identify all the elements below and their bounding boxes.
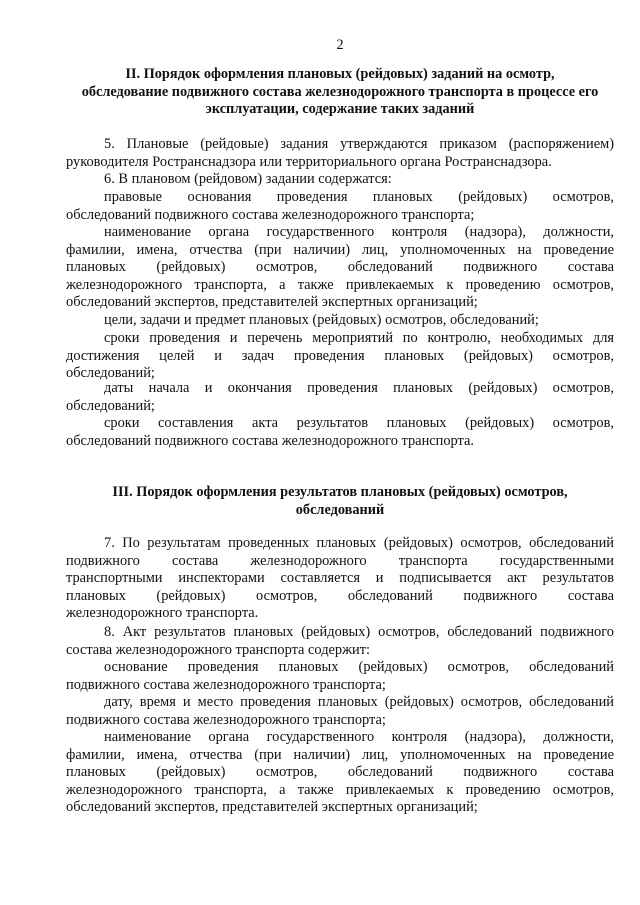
text-line: плановых (рейдовых) осмотров, обследований подвижного состава [66, 259, 614, 276]
text-line: обследований подвижного состава железнодорожного транспорта. [66, 432, 475, 449]
text-line: наименование органа государственного контроля (надзора), должности, [104, 224, 614, 240]
text-line: железнодорожного транспорта, а также привлекаемых к проведению осмотров, [66, 276, 614, 293]
section-2-title-line: эксплуатации, содержание таких заданий [205, 101, 475, 118]
text-line: обследований экспертов, представителей экспертных организаций; [66, 294, 478, 311]
section-2-title [66, 66, 614, 119]
text-line: подвижного состава железнодорожного транспорта; [66, 676, 386, 693]
text-line: фамилии, имена, отчества (при наличии) лиц, уполномоченных на проведение [66, 746, 614, 763]
list-item-terms [66, 330, 614, 383]
section-2-title-line: обследование подвижного состава железнодорожного транспорта в процессе его [81, 83, 599, 100]
text-line: правовые основания проведения плановых (рейдовых) осмотров, [104, 189, 614, 205]
list-item-dates [66, 380, 614, 415]
text-line: наименование органа государственного контроля (надзора), должности, [104, 729, 614, 745]
list-item-basis [66, 659, 614, 694]
section-2-title-line: II. Порядок оформления плановых (рейдовых) заданий на осмотр, [125, 66, 555, 82]
paragraph-7 [66, 535, 614, 623]
text-line: цели, задачи и предмет плановых (рейдовых) осмотров, обследований; [104, 312, 539, 328]
text-line: обследований экспертов, представителей экспертных организаций; [66, 799, 478, 816]
text-line: плановых (рейдовых) осмотров, обследований подвижного состава [66, 587, 614, 604]
text-line: подвижного состава железнодорожного транспорта; [66, 711, 386, 728]
list-item-act-terms [66, 415, 614, 450]
text-line: состава железнодорожного транспорта содержит: [66, 641, 371, 658]
text-line: 5. Плановые (рейдовые) задания утверждаются приказом (распоряжением) [104, 136, 614, 152]
text-line: 8. Акт результатов плановых (рейдовых) осмотров, обследований подвижного [104, 624, 614, 640]
text-line: железнодорожного транспорта, а также привлекаемых к проведению осмотров, [66, 781, 614, 798]
list-item-legal-grounds [66, 189, 614, 224]
paragraph-6 [66, 171, 614, 189]
text-line: обследований подвижного состава железнодорожного транспорта; [66, 206, 475, 223]
paragraph-8 [66, 624, 614, 659]
text-line: обследований; [66, 365, 155, 382]
text-line: транспортными инспекторами составляется и подписывается акт результатов [66, 570, 614, 587]
text-line: 7. По результатам проведенных плановых (рейдовых) осмотров, обследований [104, 535, 614, 551]
list-item-goals [66, 312, 614, 330]
text-line: 6. В плановом (рейдовом) задании содержатся: [104, 171, 392, 187]
text-line: достижения целей и задач проведения плановых (рейдовых) осмотров, [66, 347, 614, 364]
text-line: руководителя Ространснадзора или территориального органа Ространснадзора. [66, 153, 552, 170]
list-item-authority-name [66, 224, 614, 312]
text-line: сроки составления акта результатов плановых (рейдовых) осмотров, [104, 415, 614, 431]
text-line: фамилии, имена, отчества (при наличии) лиц, уполномоченных на проведение [66, 241, 614, 258]
paragraph-5 [66, 136, 614, 171]
text-line: основание проведения плановых (рейдовых) осмотров, обследований [104, 659, 614, 675]
text-line: даты начала и окончания проведения плановых (рейдовых) осмотров, [104, 380, 614, 396]
list-item-date-place [66, 694, 614, 729]
section-3-title-line: III. Порядок оформления результатов плановых (рейдовых) осмотров, [112, 484, 568, 500]
text-line: железнодорожного транспорта. [66, 605, 259, 622]
text-line: подвижного состава железнодорожного транспорта государственными [66, 552, 614, 569]
section-3-title-line: обследований [295, 501, 385, 518]
text-line: сроки проведения и перечень мероприятий по контролю, необходимых для [104, 330, 614, 346]
list-item-authority-name-act [66, 729, 614, 817]
text-line: плановых (рейдовых) осмотров, обследований подвижного состава [66, 764, 614, 781]
text-line: обследований; [66, 397, 155, 414]
text-line: дату, время и место проведения плановых (рейдовых) осмотров, обследований [104, 694, 614, 710]
page-number: 2 [336, 37, 344, 53]
section-3-title [66, 484, 614, 519]
